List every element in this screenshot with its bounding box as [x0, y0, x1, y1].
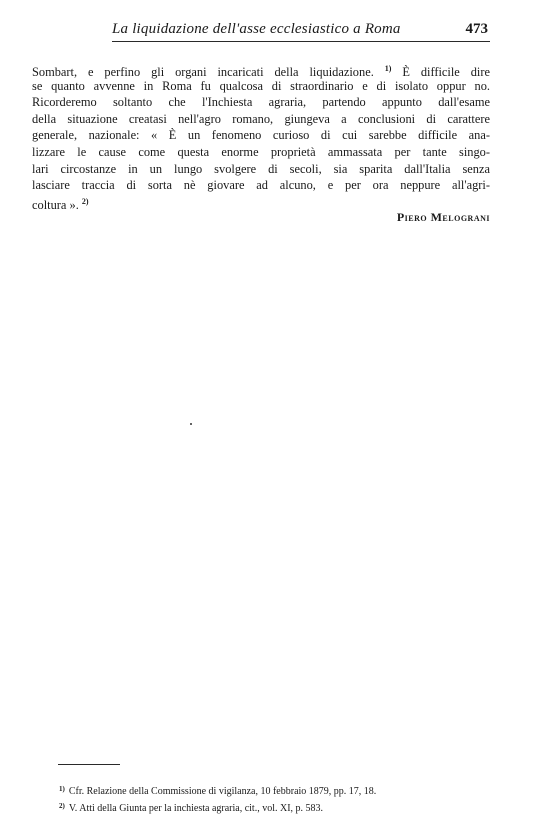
body-line: lizzare le cause come questa enorme proprietà ammassata per tante singo-: [32, 144, 490, 159]
footnote-text: Cfr. Relazione della Commissione di vigilanza, 10 febbraio 1879, pp. 17, 18.: [68, 786, 377, 797]
body-line-text: Sombart, e perfino gli organi incaricati della liquidazione.: [32, 65, 374, 79]
footnote: [59, 782, 489, 799]
body-line: lasciare traccia di sorta nè giovare ad alcuno, e per ora neppure all'agri-: [32, 178, 490, 193]
footnotes: [59, 782, 489, 816]
body-line: se quanto avvenne in Roma fu qualcosa di straordinario e di isolato oppur no.: [32, 78, 490, 93]
running-head: [106, 21, 490, 41]
print-speck: [190, 423, 192, 425]
body-line: Ricorderemo soltanto che l'Inchiesta agraria, partendo appunto dall'esame: [32, 95, 490, 110]
body-line-text: È difficile dire: [402, 65, 490, 79]
footnote-rule: [58, 764, 120, 765]
footnote-ref: 1): [384, 64, 392, 73]
page-number: 473: [465, 21, 488, 37]
footnote: [59, 799, 489, 816]
header-rule: [112, 41, 490, 42]
body-line: generale, nazionale: « È un fenomeno curioso di cui sarebbe difficile ana-: [32, 128, 490, 143]
footnote-text: V. Atti della Giunta per la inchiesta agraria, cit., vol. XI, p. 583.: [68, 803, 324, 814]
author-signature: Piero Melograni: [396, 210, 490, 224]
body-line: lari circostanze in un lungo svolgere di secoli, sia sparita dall'Italia senza: [32, 161, 490, 176]
body-line: [32, 194, 490, 211]
body-line-text: coltura ».: [32, 197, 79, 212]
body-line: della situazione creatasi nell'agro romano, giungeva a conclusioni di carattere: [32, 111, 490, 126]
body-line: [32, 61, 490, 78]
footnote-number: 2): [59, 802, 65, 810]
footnote-ref: 2): [81, 196, 89, 206]
footnote-number: 1): [59, 785, 65, 793]
running-title: La liquidazione dell'asse ecclesiastico a Roma: [112, 21, 401, 37]
body-paragraph: [32, 61, 490, 210]
